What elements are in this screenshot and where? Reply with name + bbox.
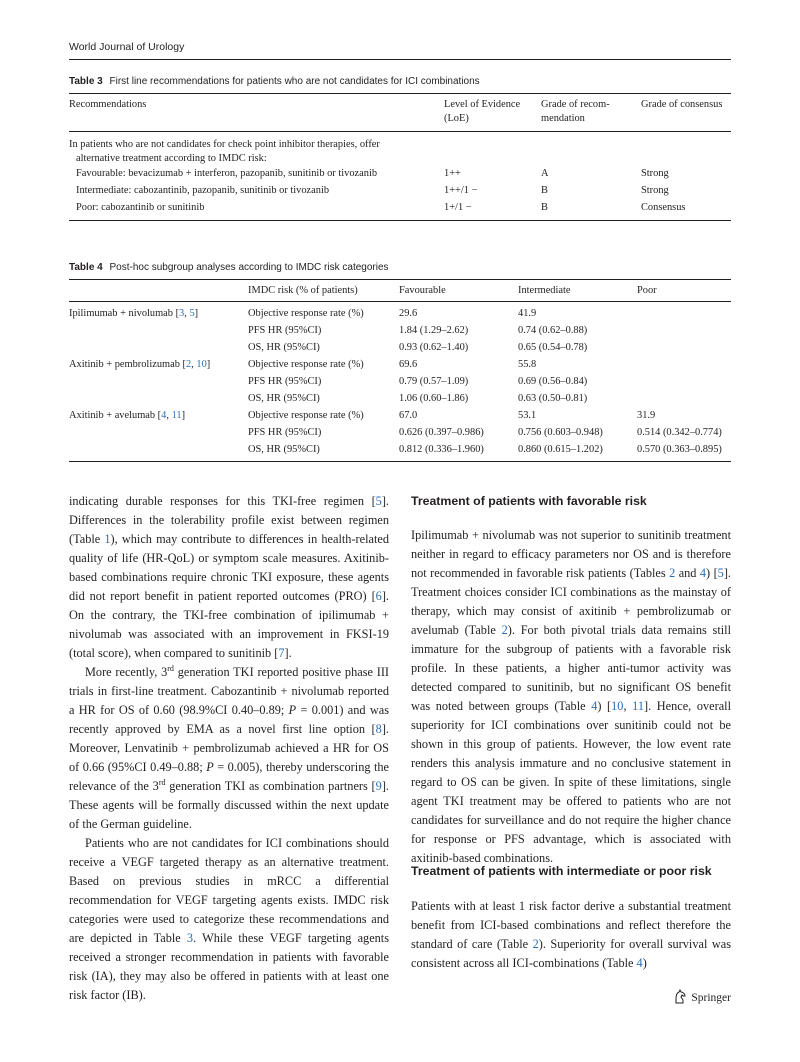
table3-row3-grade: B <box>541 202 548 213</box>
citation-link[interactable]: 10 <box>196 359 207 370</box>
table4-label: Table 4 <box>69 262 103 273</box>
citation-link[interactable]: 2 <box>501 623 508 637</box>
table4-group1-name: Ipilimumab + nivolumab [3, 5] <box>69 308 199 319</box>
table4-g1-r3-fav: 0.93 (0.62–1.40) <box>399 342 469 353</box>
citation-link[interactable]: 1 <box>104 532 111 546</box>
table3-header-loe: Level of Evidence (LoE) <box>444 99 521 124</box>
table4-g2-r3-metric: OS, HR (95%CI) <box>248 393 320 404</box>
paragraph: Ipilimumab + nivolumab was not superior to sunitinib treatment neither in regard to efficacy parameters nor OS and is therefore not recommended in favorable risk patients (Tables 2 and 4) [5]. Treatment choices consider ICI combinations as the mainstay of therapy, which may consist of axitinib + pembrolizumab or avelumab (Table 2). For both pivotal trials data remains still immature for the subgroup of patients with a favorable risk profile. In these patients, a higher anti-tumor activity was detected compared to sunitinib, but no significant OS benefit was noted between groups (Table 4) [10, 11]. Hence, overall superiority for ICI combinations over sunitinib could not be shown in this group of patients. However, the low event rate renders this analysis immature and no conclusive statement in regard to OS can be given. In spite of these limitations, single agent TKI treatment may be offered to patients who are not candidates for surveillance and do not require the higher chance for response or PFS advantage, which is associated with axitinib-based combinations. <box>411 528 731 865</box>
table4-g1-r2-int: 0.74 (0.62–0.88) <box>518 325 588 336</box>
table4-caption-text: Post-hoc subgroup analyses according to IMDC risk categories <box>109 262 389 273</box>
table4-g2-r2-fav: 0.79 (0.57–1.09) <box>399 376 469 387</box>
table3-row2-consensus: Strong <box>641 185 669 196</box>
table3-row1-recommendation: Favourable: bevacizumab + interferon, pazopanib, sunitinib or tivozanib <box>76 168 378 179</box>
table4-g3-r1-fav: 67.0 <box>399 410 418 421</box>
table4-g1-r3-metric: OS, HR (95%CI) <box>248 342 320 353</box>
table4-header-favourable: Favourable <box>399 285 446 296</box>
publisher-name: Springer <box>691 992 731 1004</box>
table4-header-rule <box>69 301 731 302</box>
table4-group2-name: Axitinib + pembrolizumab [2, 10] <box>69 359 211 370</box>
citation-link[interactable]: 2 <box>669 566 676 580</box>
table3-row2-grade: B <box>541 185 548 196</box>
table3-row2-loe: 1++/1 − <box>444 185 478 196</box>
table3-header-grade: Grade of recom- mendation <box>541 99 610 124</box>
table4-g2-r1-int: 55.8 <box>518 359 537 370</box>
table4-g3-r2-int: 0.756 (0.603–0.948) <box>518 427 603 438</box>
table4-group3-name: Axitinib + avelumab [4, 11] <box>69 410 186 421</box>
table4-g2-r2-metric: PFS HR (95%CI) <box>248 376 322 387</box>
journal-title: World Journal of Urology <box>69 41 185 53</box>
table3-header-rule <box>69 131 731 132</box>
table4-g2-r3-int: 0.63 (0.50–0.81) <box>518 393 588 404</box>
table3-caption <box>69 76 480 87</box>
table4-g2-r1-fav: 69.6 <box>399 359 418 370</box>
table3-header-consensus: Grade of consensus <box>641 99 723 110</box>
citation-link[interactable]: 8 <box>375 722 382 736</box>
table4-g3-r3-metric: OS, HR (95%CI) <box>248 444 320 455</box>
table4-g3-r2-fav: 0.626 (0.397–0.986) <box>399 427 484 438</box>
paragraph: More recently, 3rd generation TKI reported positive phase III trials in first-line treatment. Cabozantinib + nivolumab reported a HR for OS of 0.60 (98.9%CI 0.40–0.89; P = 0.001) and was recently approved by EMA as a novel first line option [8]. Moreover, Lenvatinib + pembrolizumab achieved a HR for OS of 0.66 (95%CI 0.49–0.88; P = 0.005), thereby underscoring the relevance of the 3rd generation TKI as combination partners [9]. These agents will be formally discussed within the next update of the German guideline. <box>69 663 390 831</box>
table3-row1-loe: 1++ <box>444 168 461 179</box>
table4-g1-r1-fav: 29.6 <box>399 308 418 319</box>
table4-g1-r3-int: 0.65 (0.54–0.78) <box>518 342 588 353</box>
citation-link[interactable]: 11 <box>632 699 644 713</box>
table4-header-poor: Poor <box>637 285 657 296</box>
springer-horse-icon <box>673 989 687 1007</box>
citation-link[interactable]: 11 <box>171 410 182 421</box>
table4-g2-r3-fav: 1.06 (0.60–1.86) <box>399 393 469 404</box>
citation-link[interactable]: 4 <box>636 956 643 970</box>
citation-link[interactable]: 5 <box>189 308 195 319</box>
paragraph: indicating durable responses for this TKI-free regimen [5]. Differences in the tolerability profile exist between regimen (Table 1), which may contribute to differences in health-related quality of life (HR-QoL) or symptom scale measures. Axitinib-based combinations require chronic TKI exposure, these agents did not report benefit in patient reported outcomes (PRO) [6]. On the contrary, the TKI-free combination of ipilimumab + nivolumab was associated with an improvement in FKSI-19 (total score), when compared to sunitinib [7]. <box>69 494 389 660</box>
citation-link[interactable]: 3 <box>179 308 185 319</box>
citation-link[interactable]: 2 <box>185 359 192 370</box>
table4-header-intermediate: Intermediate <box>518 285 571 296</box>
table3-row2-recommendation: Intermediate: cabozantinib, pazopanib, sunitinib or tivozanib <box>76 185 330 196</box>
publisher-footer <box>673 989 731 1007</box>
table4-g3-r1-poor: 31.9 <box>637 410 656 421</box>
table3-intro: In patients who are not candidates for check point inhibitor therapies, offer alternative treatment according to IMDC risk: <box>69 139 380 164</box>
citation-link[interactable]: 5 <box>717 566 724 580</box>
citation-link[interactable]: 6 <box>375 589 382 603</box>
table4-g1-r1-int: 41.9 <box>518 308 537 319</box>
citation-link[interactable]: 3 <box>186 931 194 945</box>
table4-g3-r2-poor: 0.514 (0.342–0.774) <box>637 427 722 438</box>
citation-link[interactable]: 5 <box>375 494 382 508</box>
section-heading-intermediate-poor: Treatment of patients with intermediate or poor risk <box>411 864 712 878</box>
table3-header-recommendations: Recommendations <box>69 99 147 110</box>
table3-bottom-rule <box>69 220 731 221</box>
table4-caption <box>69 262 389 273</box>
table4-g2-r1-metric: Objective response rate (%) <box>248 359 364 370</box>
right-column-text-2 <box>411 897 731 973</box>
section-heading-favorable: Treatment of patients with favorable risk <box>411 494 647 508</box>
paragraph: Patients with at least 1 risk factor derive a substantial treatment benefit from ICI-based combinations and reflect therefore the standard of care (Table 2). Superiority for overall survival was consistent across all ICI-combinations (Table 4) <box>411 899 731 970</box>
table4-g3-r3-fav: 0.812 (0.336–1.960) <box>399 444 484 455</box>
table4-g1-r2-fav: 1.84 (1.29–2.62) <box>399 325 469 336</box>
citation-link[interactable]: 9 <box>375 779 382 793</box>
citation-link[interactable]: 4 <box>699 566 707 580</box>
paragraph: Patients who are not candidates for ICI combinations should receive a VEGF targeted therapy as an alternative treatment. Based on previous studies in mRCC a differential recommendation for VEGF targeting agents exists. IMDC risk categories were used to categorize these recommendations and are depicted in Table 3. While these VEGF targeting agents received a stronger recommendation in patients with favorable risk (IA), they may also be offered in patients with at least one risk factor (IB). <box>69 836 389 1002</box>
citation-link[interactable]: 2 <box>532 937 539 951</box>
table4-g3-r2-metric: PFS HR (95%CI) <box>248 427 322 438</box>
left-column-text <box>69 492 389 1005</box>
table3-row3-recommendation: Poor: cabozantinib or sunitinib <box>76 202 205 213</box>
table4-bottom-rule <box>69 461 731 462</box>
table4-g3-r3-poor: 0.570 (0.363–0.895) <box>637 444 722 455</box>
table3-top-rule <box>69 93 731 94</box>
citation-link[interactable]: 10 <box>611 699 624 713</box>
table4-g1-r1-metric: Objective response rate (%) <box>248 308 364 319</box>
table4-g3-r3-int: 0.860 (0.615–1.202) <box>518 444 603 455</box>
table3-caption-text: First line recommendations for patients who are not candidates for ICI combinations <box>109 76 480 87</box>
table4-g1-r2-metric: PFS HR (95%CI) <box>248 325 322 336</box>
right-column-text-1 <box>411 526 731 868</box>
table3-row3-loe: 1+/1 − <box>444 202 472 213</box>
table4-g3-r1-int: 53.1 <box>518 410 537 421</box>
table3-row1-consensus: Strong <box>641 168 669 179</box>
table4-g2-r2-int: 0.69 (0.56–0.84) <box>518 376 588 387</box>
table4-g3-r1-metric: Objective response rate (%) <box>248 410 364 421</box>
citation-link[interactable]: 4 <box>591 699 598 713</box>
table4-header-imdc: IMDC risk (% of patients) <box>248 285 358 296</box>
citation-link[interactable]: 7 <box>278 646 285 660</box>
header-rule <box>69 59 731 60</box>
citation-link[interactable]: 4 <box>161 410 167 421</box>
table3-row3-consensus: Consensus <box>641 202 686 213</box>
table3-label: Table 3 <box>69 76 103 87</box>
table4-top-rule <box>69 279 731 280</box>
table3-row1-grade: A <box>541 168 549 179</box>
